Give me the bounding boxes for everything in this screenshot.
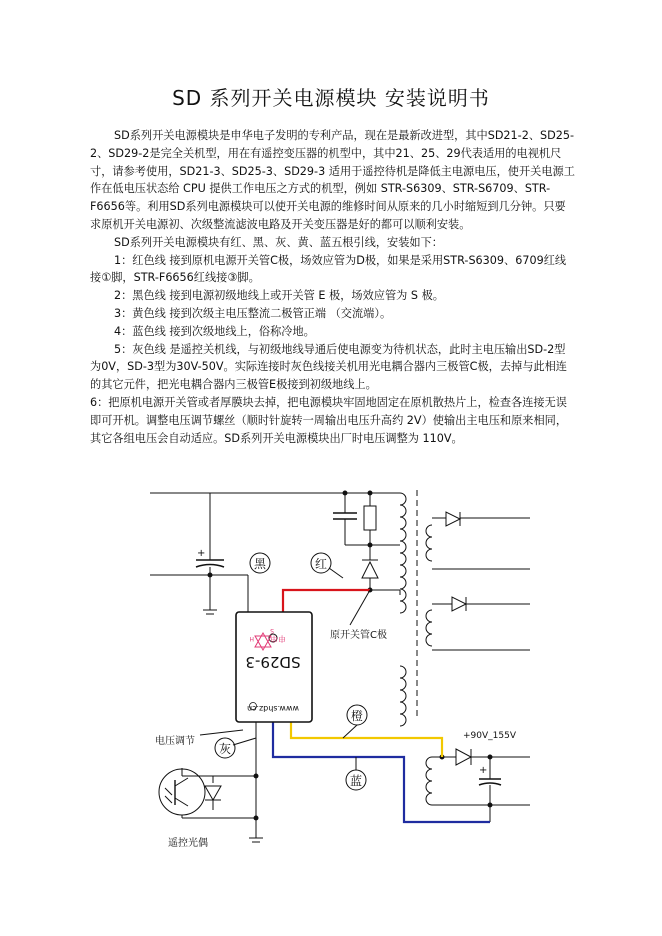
snubber-resistor xyxy=(364,506,376,530)
item-6: 6：把原机电源开关管或者厚膜块去掉，把电源模块牢固地固定在原机散热片上，检查各连接无误即可开机。调整电压调节螺丝（顺时针旋转一周输出电压升高约 2V）使输出主电压和原来相同，其它各组电压会自动适应。SD系列开关电源模块出厂时电压调整为 110V。 xyxy=(90,395,568,445)
svg-text:灰: 灰 xyxy=(218,742,232,756)
leads-intro: SD系列开关电源模块有红、黑、灰、黄、蓝五根引线，安装如下： xyxy=(114,235,443,249)
module-url: www.shdz.cn xyxy=(247,704,299,713)
primary-winding xyxy=(400,493,406,613)
item-3: 3：黄色线 接到次级主电压整流二极管正端 （交流端）。 xyxy=(114,306,392,320)
label-blue xyxy=(346,770,366,790)
page-title: SD 系列开关电源模块 安装说明书 xyxy=(172,86,490,110)
item-5: 5：灰色线 是遥控关机线，与初级地线导通后使电源变为待机状态，此时主电压输出SD-2型为0V，SD-3型为30V-50V。实际连接时灰色线接关机用光电耦合器内三极管C极，去掉与此相连的其它元件，把光电耦合器内三极管E极接到初级地线上。 xyxy=(90,342,567,392)
collector-label: 原开关管C极 xyxy=(330,630,387,641)
svg-text:H: H xyxy=(249,635,254,642)
item-2: 2：黑色线 接到电源初级地线上或开关管 E 极，场效应管为 S 极。 xyxy=(114,289,444,303)
module-model: SD29-3 xyxy=(245,653,301,671)
brand-text: 申申 xyxy=(270,634,286,643)
svg-text:蓝: 蓝 xyxy=(349,774,363,788)
secondary-winding-2 xyxy=(426,610,432,646)
label-gray xyxy=(215,738,235,758)
output-voltage-label: +90V_155V xyxy=(463,731,516,741)
svg-text:红: 红 xyxy=(314,557,328,571)
main-rectifier-diode xyxy=(456,749,471,765)
aux-winding xyxy=(400,666,406,726)
label-red xyxy=(311,553,331,573)
main-secondary-winding xyxy=(426,757,432,805)
svg-text:S: S xyxy=(270,627,274,634)
svg-text:+: + xyxy=(197,548,206,559)
svg-text:+: + xyxy=(479,765,488,776)
item-1: 1：红色线 接到原机电源开关管C极，场效应管为D极，如果是采用STR-S6309、6709红线接①脚，STR-F6656红线接③脚。 xyxy=(90,253,567,285)
intro-paragraph: SD系列开关电源模块是申华电子发明的专利产品，现在是最新改进型，其中SD21-2、SD25-2、SD29-2是完全关机型，用在有遥控变压器的机型中，其中21、25、29代表适用的电视机尺寸，请参考使用，SD21-3、SD25-3、SD29-3 适用于遥控待机是降低主电源电压，使开关电源工作在低电压状态给 CPU 提供工作电压之方式的机型，例如 STR-S6309、STR-S6709、STR-F6656等。利用SD系列电源模块可以使开关电源的维修时间从原来的几小时缩短到几分钟。只要求原机开关电源初、次级整流滤波电路及开关变压器是好的都可以顺利安装。 xyxy=(90,129,575,231)
optocoupler-label: 遥控光偶 xyxy=(168,838,208,849)
voltage-adjust-label: 电压调节 xyxy=(155,736,195,747)
yellow-lead xyxy=(291,722,442,757)
label-black xyxy=(250,553,270,573)
svg-text:黑: 黑 xyxy=(253,557,267,571)
snubber-diode xyxy=(362,562,378,578)
secondary-winding-1 xyxy=(426,525,432,561)
label-orange xyxy=(347,705,367,725)
item-4: 4：蓝色线 接到次级地线上，俗称冷地。 xyxy=(114,324,315,338)
svg-text:橙: 橙 xyxy=(350,709,364,723)
